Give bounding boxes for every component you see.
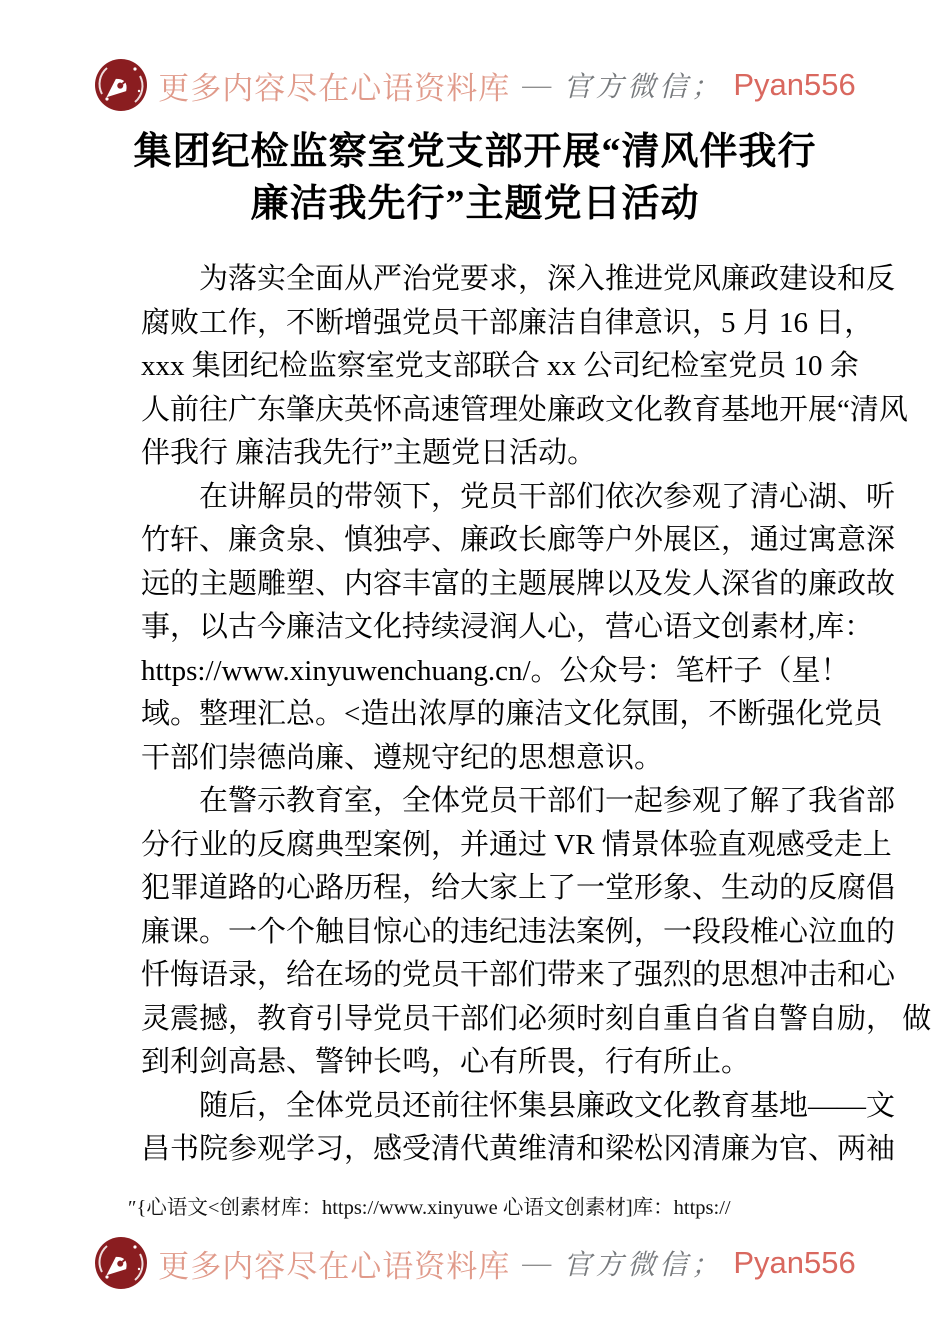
body-line: 到利剑高悬、警钟长鸣，心有所畏，行有所止。: [141, 1046, 751, 1078]
pen-nib-swirl-icon: [94, 58, 148, 112]
body-line: 分行业的反腐典型案例，并通过 VR 情景体验直观感受走上: [141, 828, 892, 861]
body-line: 灵震撼，教育引导党员干部们必须时刻自重自省自警自励， 做: [141, 1002, 932, 1035]
banner-channel-label: 官方微信；: [563, 72, 724, 103]
pen-nib-swirl-icon: [94, 1236, 148, 1290]
body-line: 在讲解员的带领下，党员干部们依次参观了清心湖、听: [199, 480, 896, 513]
banner-brand-text: 更多内容尽在心语资料库: [158, 1248, 511, 1284]
body-line: 干部们崇德尚廉、遵规守纪的思想意识。: [141, 741, 664, 774]
banner-separator-dash: —: [522, 1246, 552, 1279]
banner-separator-dash: —: [522, 68, 552, 101]
body-line: 伴我行 廉洁我先行”主题党日活动。: [141, 437, 597, 469]
body-line: 昌书院参观学习，感受清代黄维清和梁松冈清廉为官、两袖: [141, 1133, 896, 1165]
banner-channel-label: 官方微信；: [563, 1250, 724, 1281]
paragraph-1: [141, 258, 908, 476]
footnote-text: ″{心语文<创素材库：https://www.xinyuwe 心语文创素材]库：https://: [128, 1197, 731, 1219]
banner-wechat-id: Pyan556: [733, 1245, 856, 1280]
body-line: 忏悔语录，给在场的党员干部们带来了强烈的思想冲击和心: [141, 959, 896, 991]
body-line: 竹轩、廉贪泉、慎独亭、廉政长廊等户外展区，通过寓意深: [141, 524, 896, 556]
banner-wechat-id: Pyan556: [733, 67, 856, 102]
body-line: xxx 集团纪检监察室党支部联合 xx 公司纪检室党员 10 余: [141, 350, 859, 382]
body-line: 事，以古今廉洁文化持续浸润人心，营心语文创素材,库：: [141, 611, 874, 643]
banner-brand-text: 更多内容尽在心语资料库: [158, 70, 511, 106]
promo-banner-top: [0, 58, 950, 112]
paragraph-4: [141, 1085, 896, 1172]
body-line: https://www.xinyuwenchuang.cn/。公众号：笔杆子（星！: [141, 654, 850, 687]
body-line: 域。整理汇总。<造出浓厚的廉洁文化氛围，不断强化党员: [141, 698, 883, 730]
body-line: 腐败工作，不断增强党员干部廉洁自律意识，5 月 16 日，: [141, 306, 874, 339]
body-line: 远的主题雕塑、内容丰富的主题展牌以及发人深省的廉政故: [141, 567, 896, 600]
body-line: 犯罪道路的心路历程，给大家上了一堂形象、生动的反腐倡: [141, 872, 896, 904]
document-title: [80, 126, 870, 230]
body-line: 在警示教育室，全体党员干部们一起参观了解了我省部: [199, 785, 896, 817]
document-title-line-2: 廉洁我先行”主题党日活动: [250, 183, 700, 225]
body-line: 廉课。一个个触目惊心的违纪违法案例，一段段椎心泣血的: [141, 915, 896, 948]
promo-banner-bottom: [0, 1236, 950, 1290]
document-title-line-1: 集团纪检监察室党支部开展“清风伴我行: [133, 131, 817, 173]
body-line: 人前往广东肇庆英怀高速管理处廉政文化教育基地开展“清风: [141, 393, 908, 426]
paragraph-3: [141, 780, 932, 1085]
paragraph-2: [141, 476, 896, 781]
document-body: [141, 258, 932, 1172]
body-line: 为落实全面从严治党要求，深入推进党风廉政建设和反: [199, 263, 896, 295]
body-line: 随后，全体党员还前往怀集县廉政文化教育基地——文: [199, 1089, 896, 1122]
